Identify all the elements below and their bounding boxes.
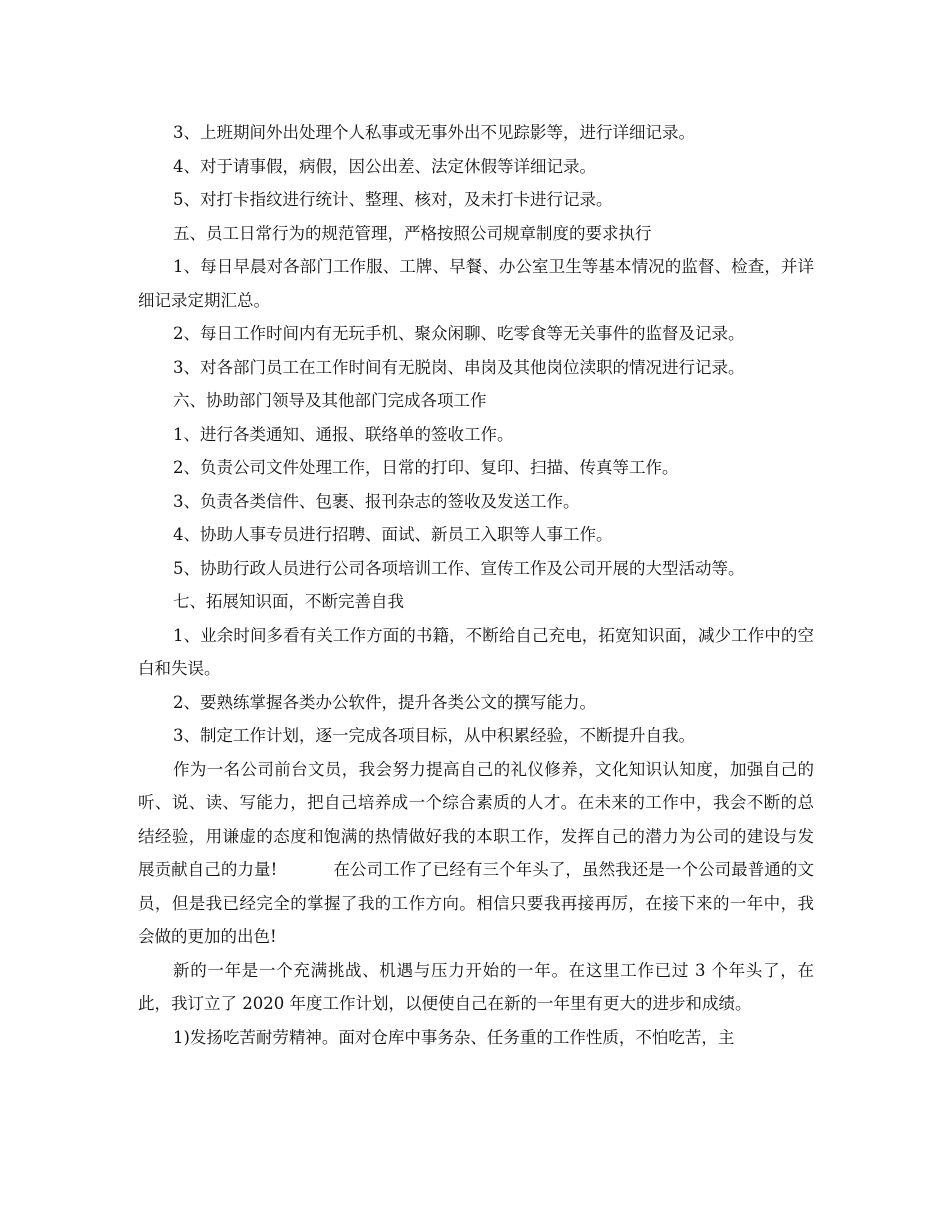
- paragraph: 3、制定工作计划，逐一完成各项目标，从中积累经验，不断提升自我。: [173, 726, 695, 745]
- paragraph: 2、负责公司文件处理工作，日常的打印、复印、扫描、传真等工作。: [173, 458, 679, 477]
- closing-part-1: 作为一名公司前台文员，我会努力提高自己的礼仪修养，文化知识认知度，加强自己的听、说、读、写能力，把自己培养成一个综合素质的人才。在未来的工作中，我会不断的总结经验，用谦虚的态度和饱满的热情做好我的本职工作，发挥自己的潜力为公司的建设与发展贡献自己的力量!: [138, 759, 814, 879]
- paragraph: 5、协助行政人员进行公司各项培训工作、宣传工作及公司开展的大型活动等。: [173, 558, 745, 578]
- closing-part-2: 在公司工作了已经有三个年头了，虽然我还是一个公司最普通的文员，但是我已经完全的掌握了我的工作方向。相信只要我再接再厉，在接下来的一年中，我会做的更加的出色!: [138, 860, 814, 946]
- paragraph: 3、对各部门员工在工作时间有无脱岗、串岗及其他岗位渎职的情况进行记录。: [173, 357, 745, 377]
- section-heading: 六、协助部门领导及其他部门完成各项工作: [173, 391, 487, 410]
- closing-paragraph: [138, 753, 814, 954]
- paragraph: 3、负责各类信件、包裹、报刊杂志的签收及发送工作。: [173, 491, 580, 511]
- paragraph: 4、协助人事专员进行招聘、面试、新员工入职等人事工作。: [173, 525, 613, 544]
- section-heading: 七、拓展知识面，不断完善自我: [173, 592, 404, 611]
- paragraph: 2、要熟练掌握各类办公软件，提升各类公文的撰写能力。: [173, 692, 596, 712]
- section-heading: 五、员工日常行为的规范管理，严格按照公司规章制度的要求执行: [173, 223, 652, 243]
- paragraph: 3、上班期间外出处理个人私事或无事外出不见踪影等，进行详细记录。: [173, 123, 695, 142]
- paragraph: 4、对于请事假，病假，因公出差、法定休假等详细记录。: [173, 156, 596, 176]
- paragraph: 新的一年是一个充满挑战、机遇与压力开始的一年。在这里工作已过 3 个年头了，在此，我订立了 2020 年度工作计划，以便使自己在新的一年里有更大的进步和成绩。: [138, 960, 814, 1013]
- paragraph: 1、每日早晨对各部门工作服、工牌、早餐、办公室卫生等基本情况的监督、检查，并详细记录定期汇总。: [138, 257, 814, 310]
- paragraph: 2、每日工作时间内有无玩手机、聚众闲聊、吃零食等无关事件的监督及记录。: [173, 324, 745, 343]
- paragraph: 1、进行各类通知、通报、联络单的签收工作。: [173, 424, 514, 444]
- paragraph: 5、对打卡指纹进行统计、整理、核对，及未打卡进行记录。: [173, 190, 613, 209]
- paragraph: 1、业余时间多看有关工作方面的书籍，不断给自己充电，拓宽知识面，减少工作中的空白和失误。: [138, 625, 814, 678]
- paragraph: 1)发扬吃苦耐劳精神。面对仓库中事务杂、任务重的工作性质，不怕吃苦，主: [173, 1027, 735, 1047]
